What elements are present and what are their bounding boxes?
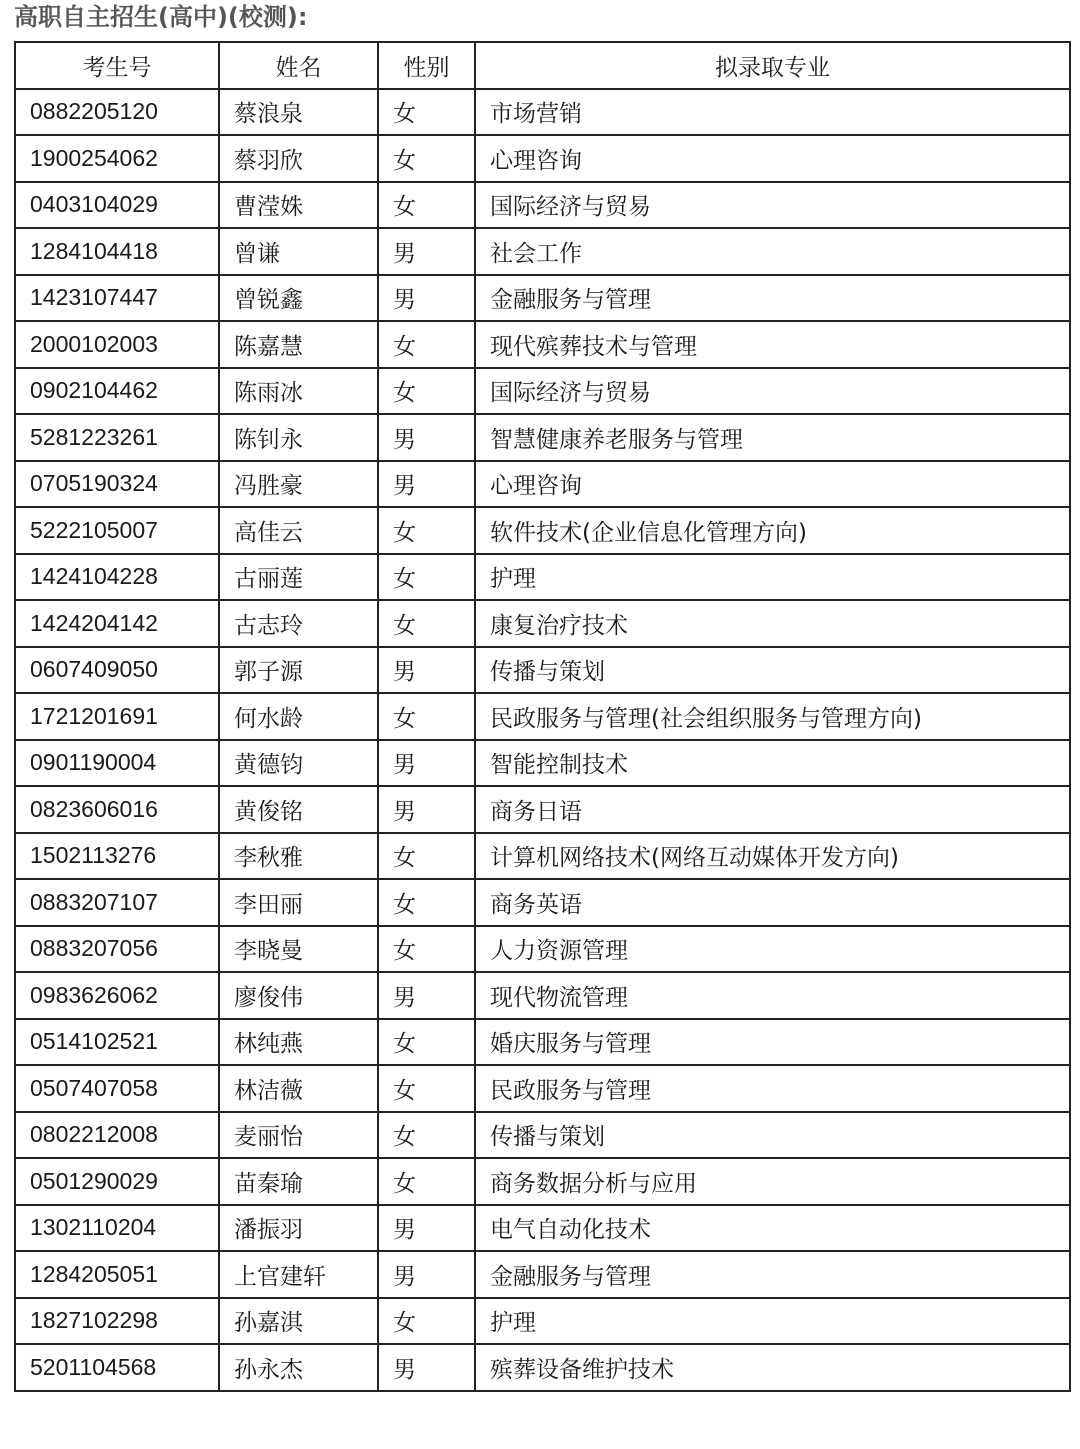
exam-id-cell: 0501290029 bbox=[15, 1158, 219, 1205]
student-name-cell: 何水龄 bbox=[219, 693, 378, 740]
student-name-cell: 黄德钧 bbox=[219, 740, 378, 787]
table-row bbox=[15, 89, 1070, 136]
exam-id-cell: 0507407058 bbox=[15, 1065, 219, 1112]
student-name-cell: 麦丽怡 bbox=[219, 1112, 378, 1159]
gender-cell: 男 bbox=[378, 972, 475, 1019]
gender-cell: 女 bbox=[378, 1112, 475, 1159]
gender-cell: 男 bbox=[378, 1205, 475, 1252]
exam-id-cell: 1502113276 bbox=[15, 833, 219, 880]
major-cell: 婚庆服务与管理 bbox=[475, 1019, 1070, 1066]
exam-id-cell: 1827102298 bbox=[15, 1298, 219, 1345]
student-name-cell: 高佳云 bbox=[219, 507, 378, 554]
exam-id-cell: 1424104228 bbox=[15, 554, 219, 601]
gender-cell: 女 bbox=[378, 135, 475, 182]
major-cell: 护理 bbox=[475, 554, 1070, 601]
student-name-cell: 冯胜豪 bbox=[219, 461, 378, 508]
gender-cell: 女 bbox=[378, 693, 475, 740]
student-name-cell: 上官建轩 bbox=[219, 1251, 378, 1298]
table-row bbox=[15, 786, 1070, 833]
column-header-name: 姓名 bbox=[219, 42, 378, 89]
table-row bbox=[15, 600, 1070, 647]
table-row bbox=[15, 461, 1070, 508]
student-name-cell: 廖俊伟 bbox=[219, 972, 378, 1019]
table-row bbox=[15, 135, 1070, 182]
table-row bbox=[15, 1019, 1070, 1066]
exam-id-cell: 1900254062 bbox=[15, 135, 219, 182]
student-name-cell: 林洁薇 bbox=[219, 1065, 378, 1112]
gender-cell: 女 bbox=[378, 1158, 475, 1205]
exam-id-cell: 0901190004 bbox=[15, 740, 219, 787]
major-cell: 商务日语 bbox=[475, 786, 1070, 833]
student-name-cell: 黄俊铭 bbox=[219, 786, 378, 833]
major-cell: 商务英语 bbox=[475, 879, 1070, 926]
major-cell: 人力资源管理 bbox=[475, 926, 1070, 973]
gender-cell: 女 bbox=[378, 89, 475, 136]
exam-id-cell: 0902104462 bbox=[15, 368, 219, 415]
table-row bbox=[15, 1344, 1070, 1391]
student-name-cell: 苗秦瑜 bbox=[219, 1158, 378, 1205]
major-cell: 现代物流管理 bbox=[475, 972, 1070, 1019]
table-row bbox=[15, 414, 1070, 461]
exam-id-cell: 1423107447 bbox=[15, 275, 219, 322]
major-cell: 民政服务与管理(社会组织服务与管理方向) bbox=[475, 693, 1070, 740]
major-cell: 传播与策划 bbox=[475, 1112, 1070, 1159]
table-row bbox=[15, 879, 1070, 926]
gender-cell: 男 bbox=[378, 275, 475, 322]
student-name-cell: 蔡羽欣 bbox=[219, 135, 378, 182]
gender-cell: 女 bbox=[378, 1065, 475, 1112]
table-body bbox=[15, 89, 1070, 1391]
major-cell: 智慧健康养老服务与管理 bbox=[475, 414, 1070, 461]
gender-cell: 女 bbox=[378, 507, 475, 554]
table-row bbox=[15, 275, 1070, 322]
table-row bbox=[15, 182, 1070, 229]
table-row bbox=[15, 1112, 1070, 1159]
major-cell: 社会工作 bbox=[475, 228, 1070, 275]
student-name-cell: 李秋雅 bbox=[219, 833, 378, 880]
table-row bbox=[15, 1205, 1070, 1252]
exam-id-cell: 5281223261 bbox=[15, 414, 219, 461]
exam-id-cell: 0883207107 bbox=[15, 879, 219, 926]
major-cell: 金融服务与管理 bbox=[475, 275, 1070, 322]
exam-id-cell: 1284104418 bbox=[15, 228, 219, 275]
student-name-cell: 李田丽 bbox=[219, 879, 378, 926]
exam-id-cell: 1302110204 bbox=[15, 1205, 219, 1252]
major-cell: 软件技术(企业信息化管理方向) bbox=[475, 507, 1070, 554]
student-name-cell: 曹滢姝 bbox=[219, 182, 378, 229]
table-row bbox=[15, 647, 1070, 694]
student-name-cell: 郭子源 bbox=[219, 647, 378, 694]
exam-id-cell: 0883207056 bbox=[15, 926, 219, 973]
exam-id-cell: 0983626062 bbox=[15, 972, 219, 1019]
major-cell: 心理咨询 bbox=[475, 135, 1070, 182]
major-cell: 国际经济与贸易 bbox=[475, 182, 1070, 229]
exam-id-cell: 1721201691 bbox=[15, 693, 219, 740]
major-cell: 护理 bbox=[475, 1298, 1070, 1345]
column-header-major: 拟录取专业 bbox=[475, 42, 1070, 89]
gender-cell: 男 bbox=[378, 461, 475, 508]
exam-id-cell: 1284205051 bbox=[15, 1251, 219, 1298]
major-cell: 传播与策划 bbox=[475, 647, 1070, 694]
table-row bbox=[15, 926, 1070, 973]
major-cell: 殡葬设备维护技术 bbox=[475, 1344, 1070, 1391]
student-name-cell: 陈钊永 bbox=[219, 414, 378, 461]
gender-cell: 女 bbox=[378, 368, 475, 415]
gender-cell: 男 bbox=[378, 1344, 475, 1391]
student-name-cell: 潘振羽 bbox=[219, 1205, 378, 1252]
major-cell: 市场营销 bbox=[475, 89, 1070, 136]
student-name-cell: 陈嘉慧 bbox=[219, 321, 378, 368]
gender-cell: 女 bbox=[378, 926, 475, 973]
page-title: 高职自主招生(高中)(校测): bbox=[14, 3, 308, 31]
major-cell: 商务数据分析与应用 bbox=[475, 1158, 1070, 1205]
exam-id-cell: 2000102003 bbox=[15, 321, 219, 368]
admission-table bbox=[14, 41, 1071, 1392]
major-cell: 民政服务与管理 bbox=[475, 1065, 1070, 1112]
gender-cell: 女 bbox=[378, 321, 475, 368]
gender-cell: 女 bbox=[378, 1298, 475, 1345]
student-name-cell: 孙永杰 bbox=[219, 1344, 378, 1391]
table-row bbox=[15, 693, 1070, 740]
major-cell: 电气自动化技术 bbox=[475, 1205, 1070, 1252]
gender-cell: 女 bbox=[378, 1019, 475, 1066]
student-name-cell: 蔡浪泉 bbox=[219, 89, 378, 136]
gender-cell: 男 bbox=[378, 414, 475, 461]
exam-id-cell: 0802212008 bbox=[15, 1112, 219, 1159]
table-row bbox=[15, 1065, 1070, 1112]
exam-id-cell: 1424204142 bbox=[15, 600, 219, 647]
major-cell: 计算机网络技术(网络互动媒体开发方向) bbox=[475, 833, 1070, 880]
gender-cell: 女 bbox=[378, 182, 475, 229]
gender-cell: 女 bbox=[378, 554, 475, 601]
exam-id-cell: 0514102521 bbox=[15, 1019, 219, 1066]
gender-cell: 男 bbox=[378, 740, 475, 787]
gender-cell: 男 bbox=[378, 228, 475, 275]
gender-cell: 女 bbox=[378, 833, 475, 880]
student-name-cell: 古丽莲 bbox=[219, 554, 378, 601]
gender-cell: 女 bbox=[378, 879, 475, 926]
table-row bbox=[15, 507, 1070, 554]
gender-cell: 男 bbox=[378, 1251, 475, 1298]
exam-id-cell: 0607409050 bbox=[15, 647, 219, 694]
exam-id-cell: 5201104568 bbox=[15, 1344, 219, 1391]
table-row bbox=[15, 972, 1070, 1019]
major-cell: 康复治疗技术 bbox=[475, 600, 1070, 647]
student-name-cell: 曾锐鑫 bbox=[219, 275, 378, 322]
exam-id-cell: 0882205120 bbox=[15, 89, 219, 136]
major-cell: 金融服务与管理 bbox=[475, 1251, 1070, 1298]
exam-id-cell: 5222105007 bbox=[15, 507, 219, 554]
major-cell: 国际经济与贸易 bbox=[475, 368, 1070, 415]
student-name-cell: 孙嘉淇 bbox=[219, 1298, 378, 1345]
table-row bbox=[15, 228, 1070, 275]
student-name-cell: 陈雨冰 bbox=[219, 368, 378, 415]
major-cell: 现代殡葬技术与管理 bbox=[475, 321, 1070, 368]
table-row bbox=[15, 1251, 1070, 1298]
major-cell: 智能控制技术 bbox=[475, 740, 1070, 787]
gender-cell: 女 bbox=[378, 600, 475, 647]
gender-cell: 男 bbox=[378, 647, 475, 694]
table-row bbox=[15, 833, 1070, 880]
exam-id-cell: 0705190324 bbox=[15, 461, 219, 508]
student-name-cell: 古志玲 bbox=[219, 600, 378, 647]
table-header-row bbox=[15, 42, 1070, 89]
gender-cell: 男 bbox=[378, 786, 475, 833]
exam-id-cell: 0403104029 bbox=[15, 182, 219, 229]
table-row bbox=[15, 368, 1070, 415]
major-cell: 心理咨询 bbox=[475, 461, 1070, 508]
table-row bbox=[15, 1158, 1070, 1205]
student-name-cell: 李晓曼 bbox=[219, 926, 378, 973]
table-row bbox=[15, 554, 1070, 601]
student-name-cell: 林纯燕 bbox=[219, 1019, 378, 1066]
student-name-cell: 曾谦 bbox=[219, 228, 378, 275]
table-row bbox=[15, 1298, 1070, 1345]
column-header-gender: 性别 bbox=[378, 42, 475, 89]
table-row bbox=[15, 321, 1070, 368]
exam-id-cell: 0823606016 bbox=[15, 786, 219, 833]
table-row bbox=[15, 740, 1070, 787]
column-header-exam-id: 考生号 bbox=[15, 42, 219, 89]
